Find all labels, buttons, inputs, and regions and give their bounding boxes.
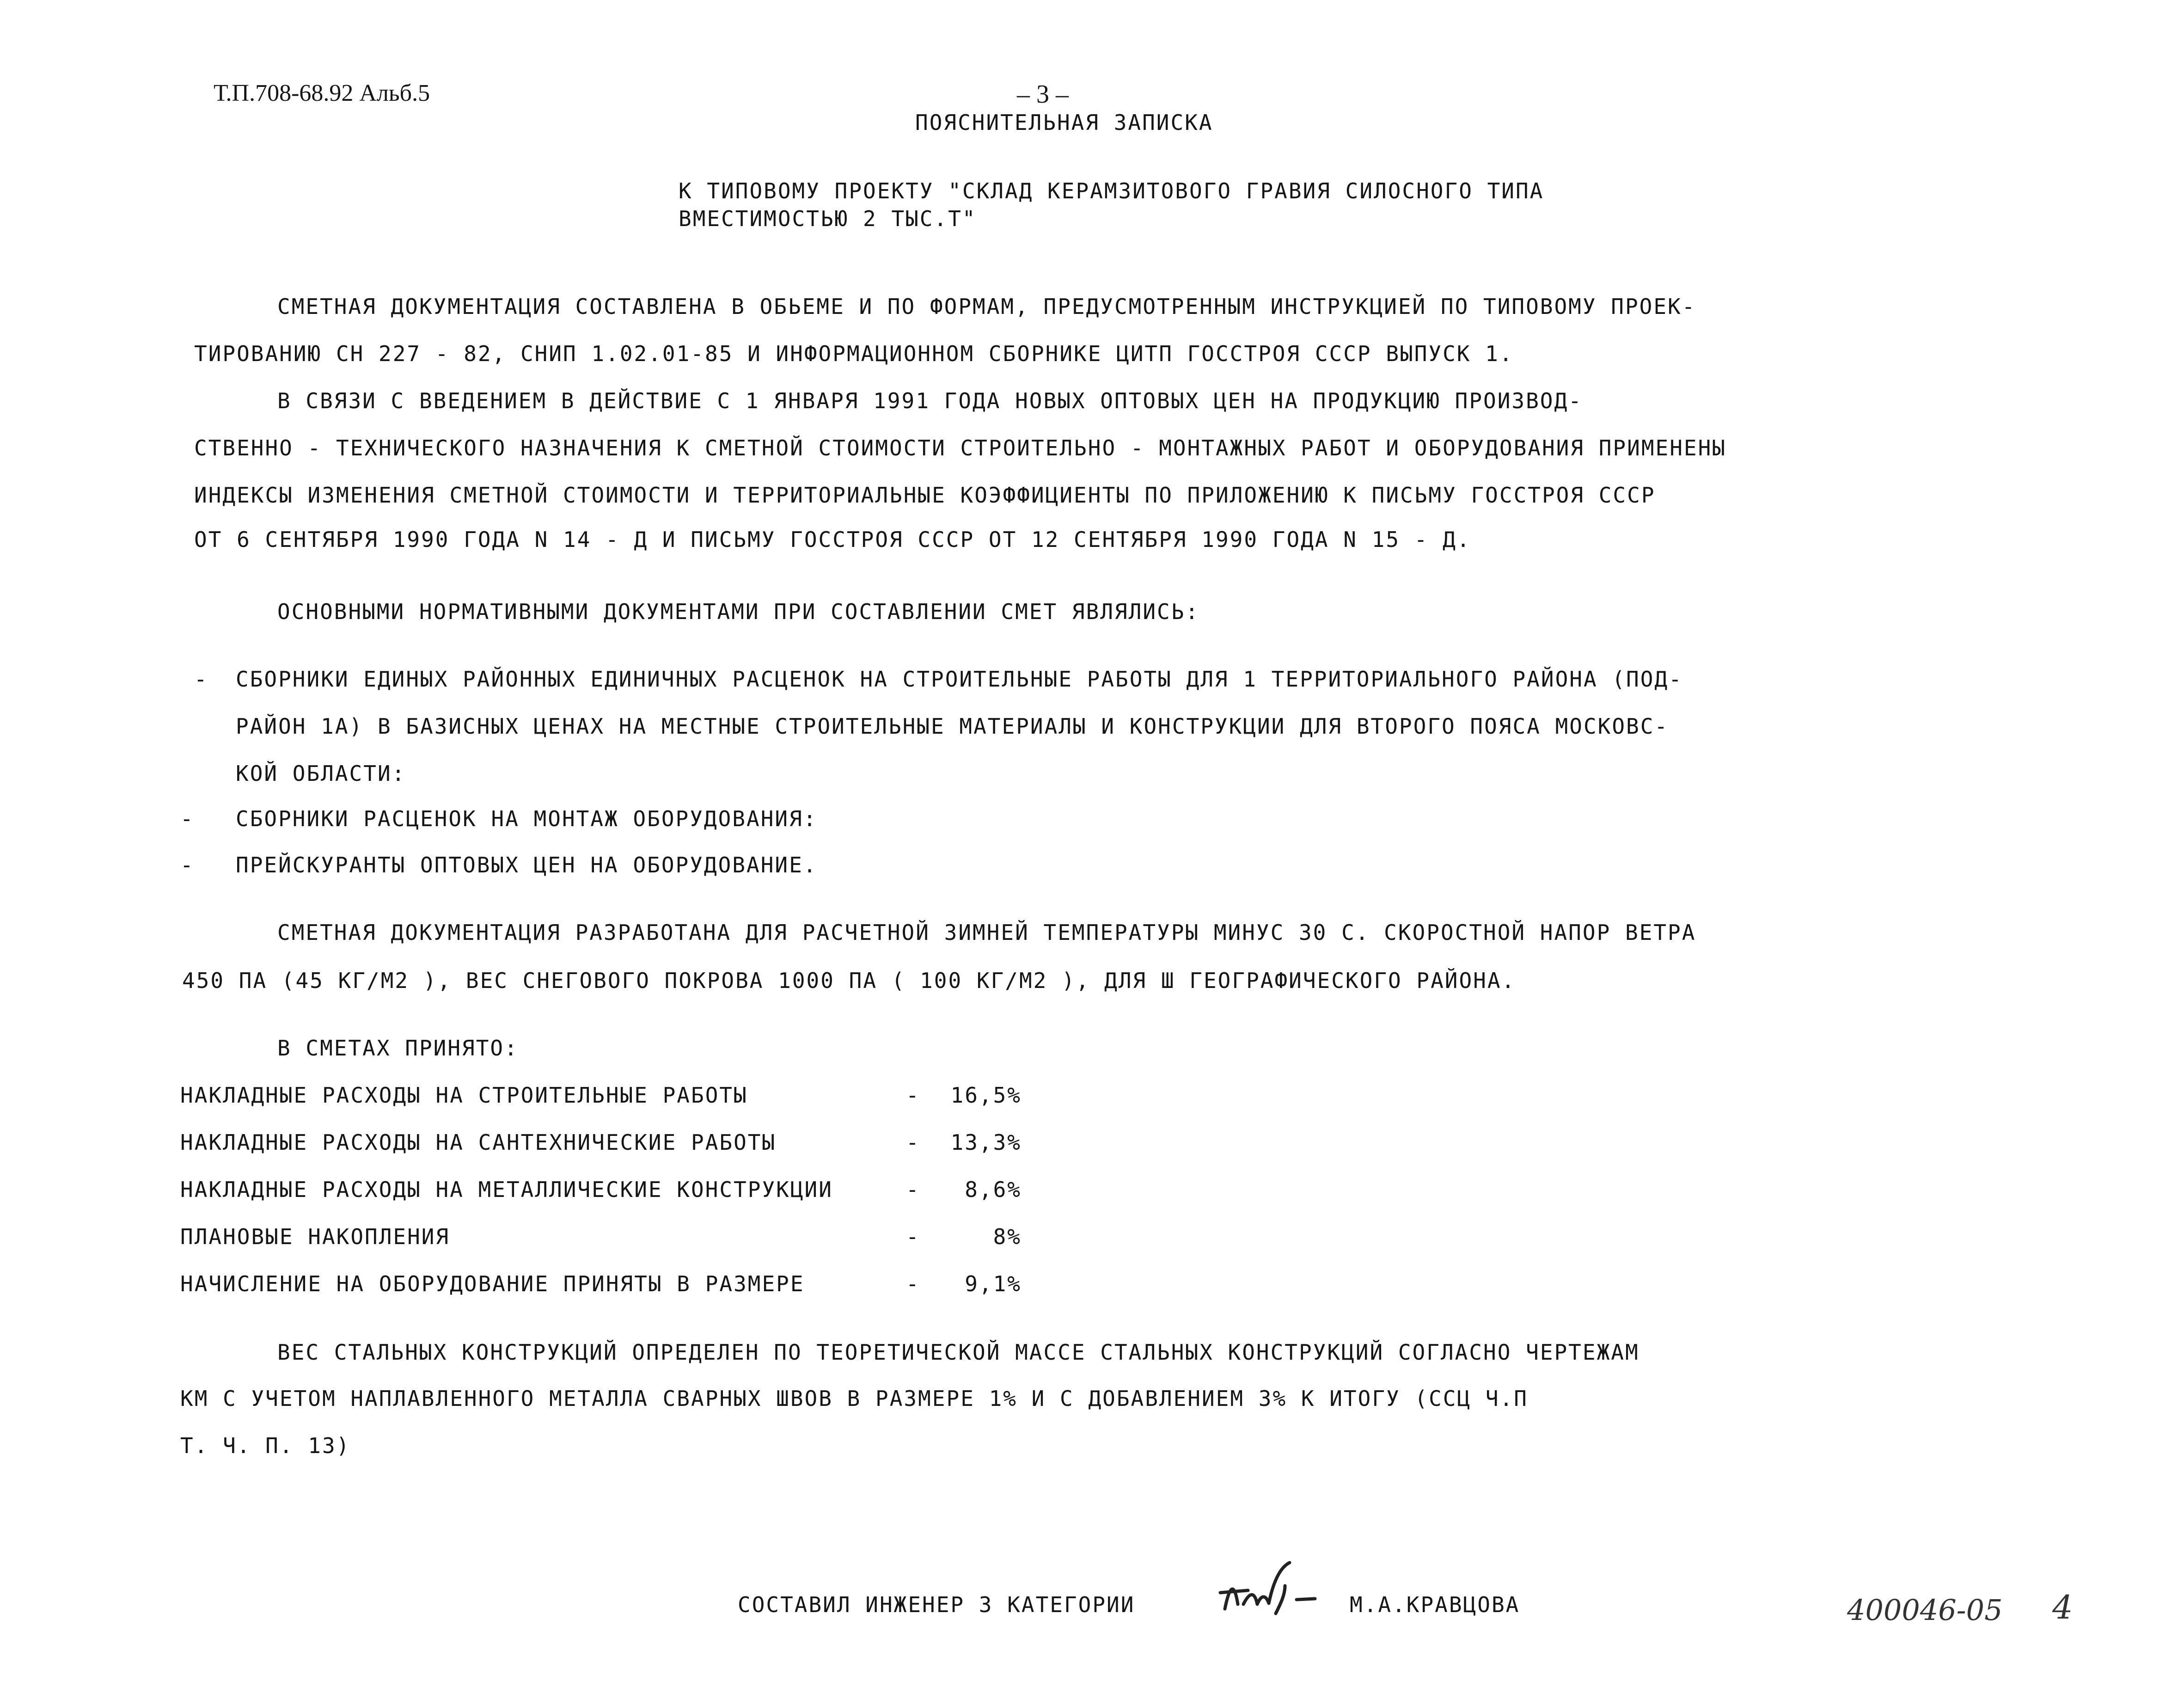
bullet-1-line-2: РАЙОН 1А) В БАЗИСНЫХ ЦЕНАХ НА МЕСТНЫЕ СТРОИТЕЛЬНЫЕ МАТЕРИАЛЫ И КОНСТРУКЦИИ ДЛЯ ВТОРОГО ПОЯСА МОСКОВС- <box>236 714 1669 739</box>
bullet-mark: - <box>194 667 207 692</box>
rate-row <box>180 1083 1022 1130</box>
paragraph-5-line-2: КМ С УЧЕТОМ НАПЛАВЛЕННОГО МЕТАЛЛА СВАРНЫХ ШВОВ В РАЗМЕРЕ 1% И С ДОБАВЛЕНИЕМ 3% К ИТОГУ (ССЦ Ч.П <box>180 1386 1528 1411</box>
bullet-1-line-3: КОЙ ОБЛАСТИ: <box>236 761 406 786</box>
rate-value: 9,1% <box>965 1271 1022 1296</box>
paragraph-2-line-2: СТВЕННО - ТЕХНИЧЕСКОГО НАЗНАЧЕНИЯ К СМЕТНОЙ СТОИМОСТИ СТРОИТЕЛЬНО - МОНТАЖНЫХ РАБОТ И ОБОРУДОВАНИЯ ПРИМЕНЕНЫ <box>194 436 1726 460</box>
paragraph-2-line-3: ИНДЕКСЫ ИЗМЕНЕНИЯ СМЕТНОЙ СТОИМОСТИ И ТЕРРИТОРИАЛЬНЫЕ КОЭФФИЦИЕНТЫ ПО ПРИЛОЖЕНИЮ К ПИСЬМУ ГОССТРОЯ СССР <box>194 483 1656 508</box>
paragraph-4-line-2: 450 ПА (45 КГ/М2 ), ВЕС СНЕГОВОГО ПОКРОВА 1000 ПА ( 100 КГ/М2 ), ДЛЯ Ш ГЕОГРАФИЧЕСКОГО РАЙОНА. <box>182 968 1516 993</box>
normative-documents-intro: ОСНОВНЫМИ НОРМАТИВНЫМИ ДОКУМЕНТАМИ ПРИ СОСТАВЛЕНИИ СМЕТ ЯВЛЯЛИСЬ: <box>277 599 1200 624</box>
document-title: ПОЯСНИТЕЛЬНАЯ ЗАПИСКА <box>915 110 1213 135</box>
document-code: Т.П.708-68.92 Альб.5 <box>214 80 430 106</box>
project-title-line-1: К ТИПОВОМУ ПРОЕКТУ "СКЛАД КЕРАМЗИТОВОГО ГРАВИЯ СИЛОСНОГО ТИПА <box>679 178 1544 203</box>
bullet-3: ПРЕЙСКУРАНТЫ ОПТОВЫХ ЦЕН НА ОБОРУДОВАНИЕ. <box>236 853 818 877</box>
paragraph-5-line-3: Т. Ч. П. 13) <box>180 1433 351 1458</box>
inventory-number: 400046-05 <box>1847 1593 2003 1627</box>
rate-label: НАКЛАДНЫЕ РАСХОДЫ НА МЕТАЛЛИЧЕСКИЕ КОНСТРУКЦИИ <box>180 1177 833 1202</box>
rate-value: 8,6% <box>965 1177 1022 1202</box>
rate-label: ПЛАНОВЫЕ НАКОПЛЕНИЯ <box>180 1224 450 1249</box>
paragraph-2-line-1: В СВЯЗИ С ВВЕДЕНИЕМ В ДЕЙСТВИЕ С 1 ЯНВАРЯ 1991 ГОДА НОВЫХ ОПТОВЫХ ЦЕН НА ПРОДУКЦИЮ ПРОИЗВОД- <box>277 388 1583 413</box>
rate-dash: - <box>906 1083 920 1108</box>
rate-label: НАКЛАДНЫЕ РАСХОДЫ НА САНТЕХНИЧЕСКИЕ РАБОТЫ <box>180 1130 777 1155</box>
rates-table <box>180 1083 1022 1319</box>
rate-dash: - <box>906 1271 920 1296</box>
bullet-1-line-1: СБОРНИКИ ЕДИНЫХ РАЙОННЫХ ЕДИНИЧНЫХ РАСЦЕНОК НА СТРОИТЕЛЬНЫЕ РАБОТЫ ДЛЯ 1 ТЕРРИТОРИАЛЬНОГО РАЙОНА (ПОД- <box>236 667 1683 692</box>
signature-icon <box>1211 1553 1322 1627</box>
project-title-line-2: ВМЕСТИМОСТЬЮ 2 ТЫС.Т" <box>679 206 977 231</box>
rate-value: 8% <box>993 1224 1022 1249</box>
rate-dash: - <box>906 1177 920 1202</box>
paragraph-1-line-1: СМЕТНАЯ ДОКУМЕНТАЦИЯ СОСТАВЛЕНА В ОБЬЕМЕ И ПО ФОРМАМ, ПРЕДУСМОТРЕННЫМ ИНСТРУКЦИЕЙ ПО ТИПОВОМУ ПРОЕК- <box>277 294 1696 319</box>
rate-label: НАЧИСЛЕНИЕ НА ОБОРУДОВАНИЕ ПРИНЯТЫ В РАЗМЕРЕ <box>180 1271 805 1296</box>
rate-dash: - <box>906 1130 920 1155</box>
bullet-mark: - <box>180 853 193 877</box>
compiled-by: СОСТАВИЛ ИНЖЕНЕР 3 КАТЕГОРИИ <box>738 1592 1135 1617</box>
rate-value: 16,5% <box>950 1083 1022 1108</box>
rate-row <box>180 1177 1022 1224</box>
rate-row <box>180 1130 1022 1177</box>
rate-label: НАКЛАДНЫЕ РАСХОДЫ НА СТРОИТЕЛЬНЫЕ РАБОТЫ <box>180 1083 748 1108</box>
bullet-2: СБОРНИКИ РАСЦЕНОК НА МОНТАЖ ОБОРУДОВАНИЯ: <box>236 806 818 831</box>
compiler-name: М.А.КРАВЦОВА <box>1350 1592 1520 1617</box>
rate-value: 13,3% <box>950 1130 1022 1155</box>
rate-row <box>180 1271 1022 1319</box>
paragraph-4-line-1: СМЕТНАЯ ДОКУМЕНТАЦИЯ РАЗРАБОТАНА ДЛЯ РАСЧЕТНОЙ ЗИМНЕЙ ТЕМПЕРАТУРЫ МИНУС 30 С. СКОРОСТНОЙ НАПОР ВЕТРА <box>277 920 1696 945</box>
paragraph-2-line-4: ОТ 6 СЕНТЯБРЯ 1990 ГОДА N 14 - Д И ПИСЬМУ ГОССТРОЯ СССР ОТ 12 СЕНТЯБРЯ 1990 ГОДА N 15 - Д. <box>194 527 1471 552</box>
rates-intro: В СМЕТАХ ПРИНЯТО: <box>277 1036 519 1061</box>
paragraph-1-line-2: ТИРОВАНИЮ СН 227 - 82, СНИП 1.02.01-85 И ИНФОРМАЦИОННОМ СБОРНИКЕ ЦИТП ГОССТРОЯ СССР ВЫПУСК 1. <box>194 341 1514 366</box>
bullet-mark: - <box>180 806 193 831</box>
rate-dash: - <box>906 1224 920 1249</box>
paragraph-5-line-1: ВЕС СТАЛЬНЫХ КОНСТРУКЦИЙ ОПРЕДЕЛЕН ПО ТЕОРЕТИЧЕСКОЙ МАССЕ СТАЛЬНЫХ КОНСТРУКЦИЙ СОГЛАСНО ЧЕРТЕЖАМ <box>277 1340 1640 1365</box>
rate-row <box>180 1224 1022 1271</box>
sheet-number: 4 <box>2052 1589 2073 1626</box>
page-number: – 3 – <box>1017 80 1069 109</box>
